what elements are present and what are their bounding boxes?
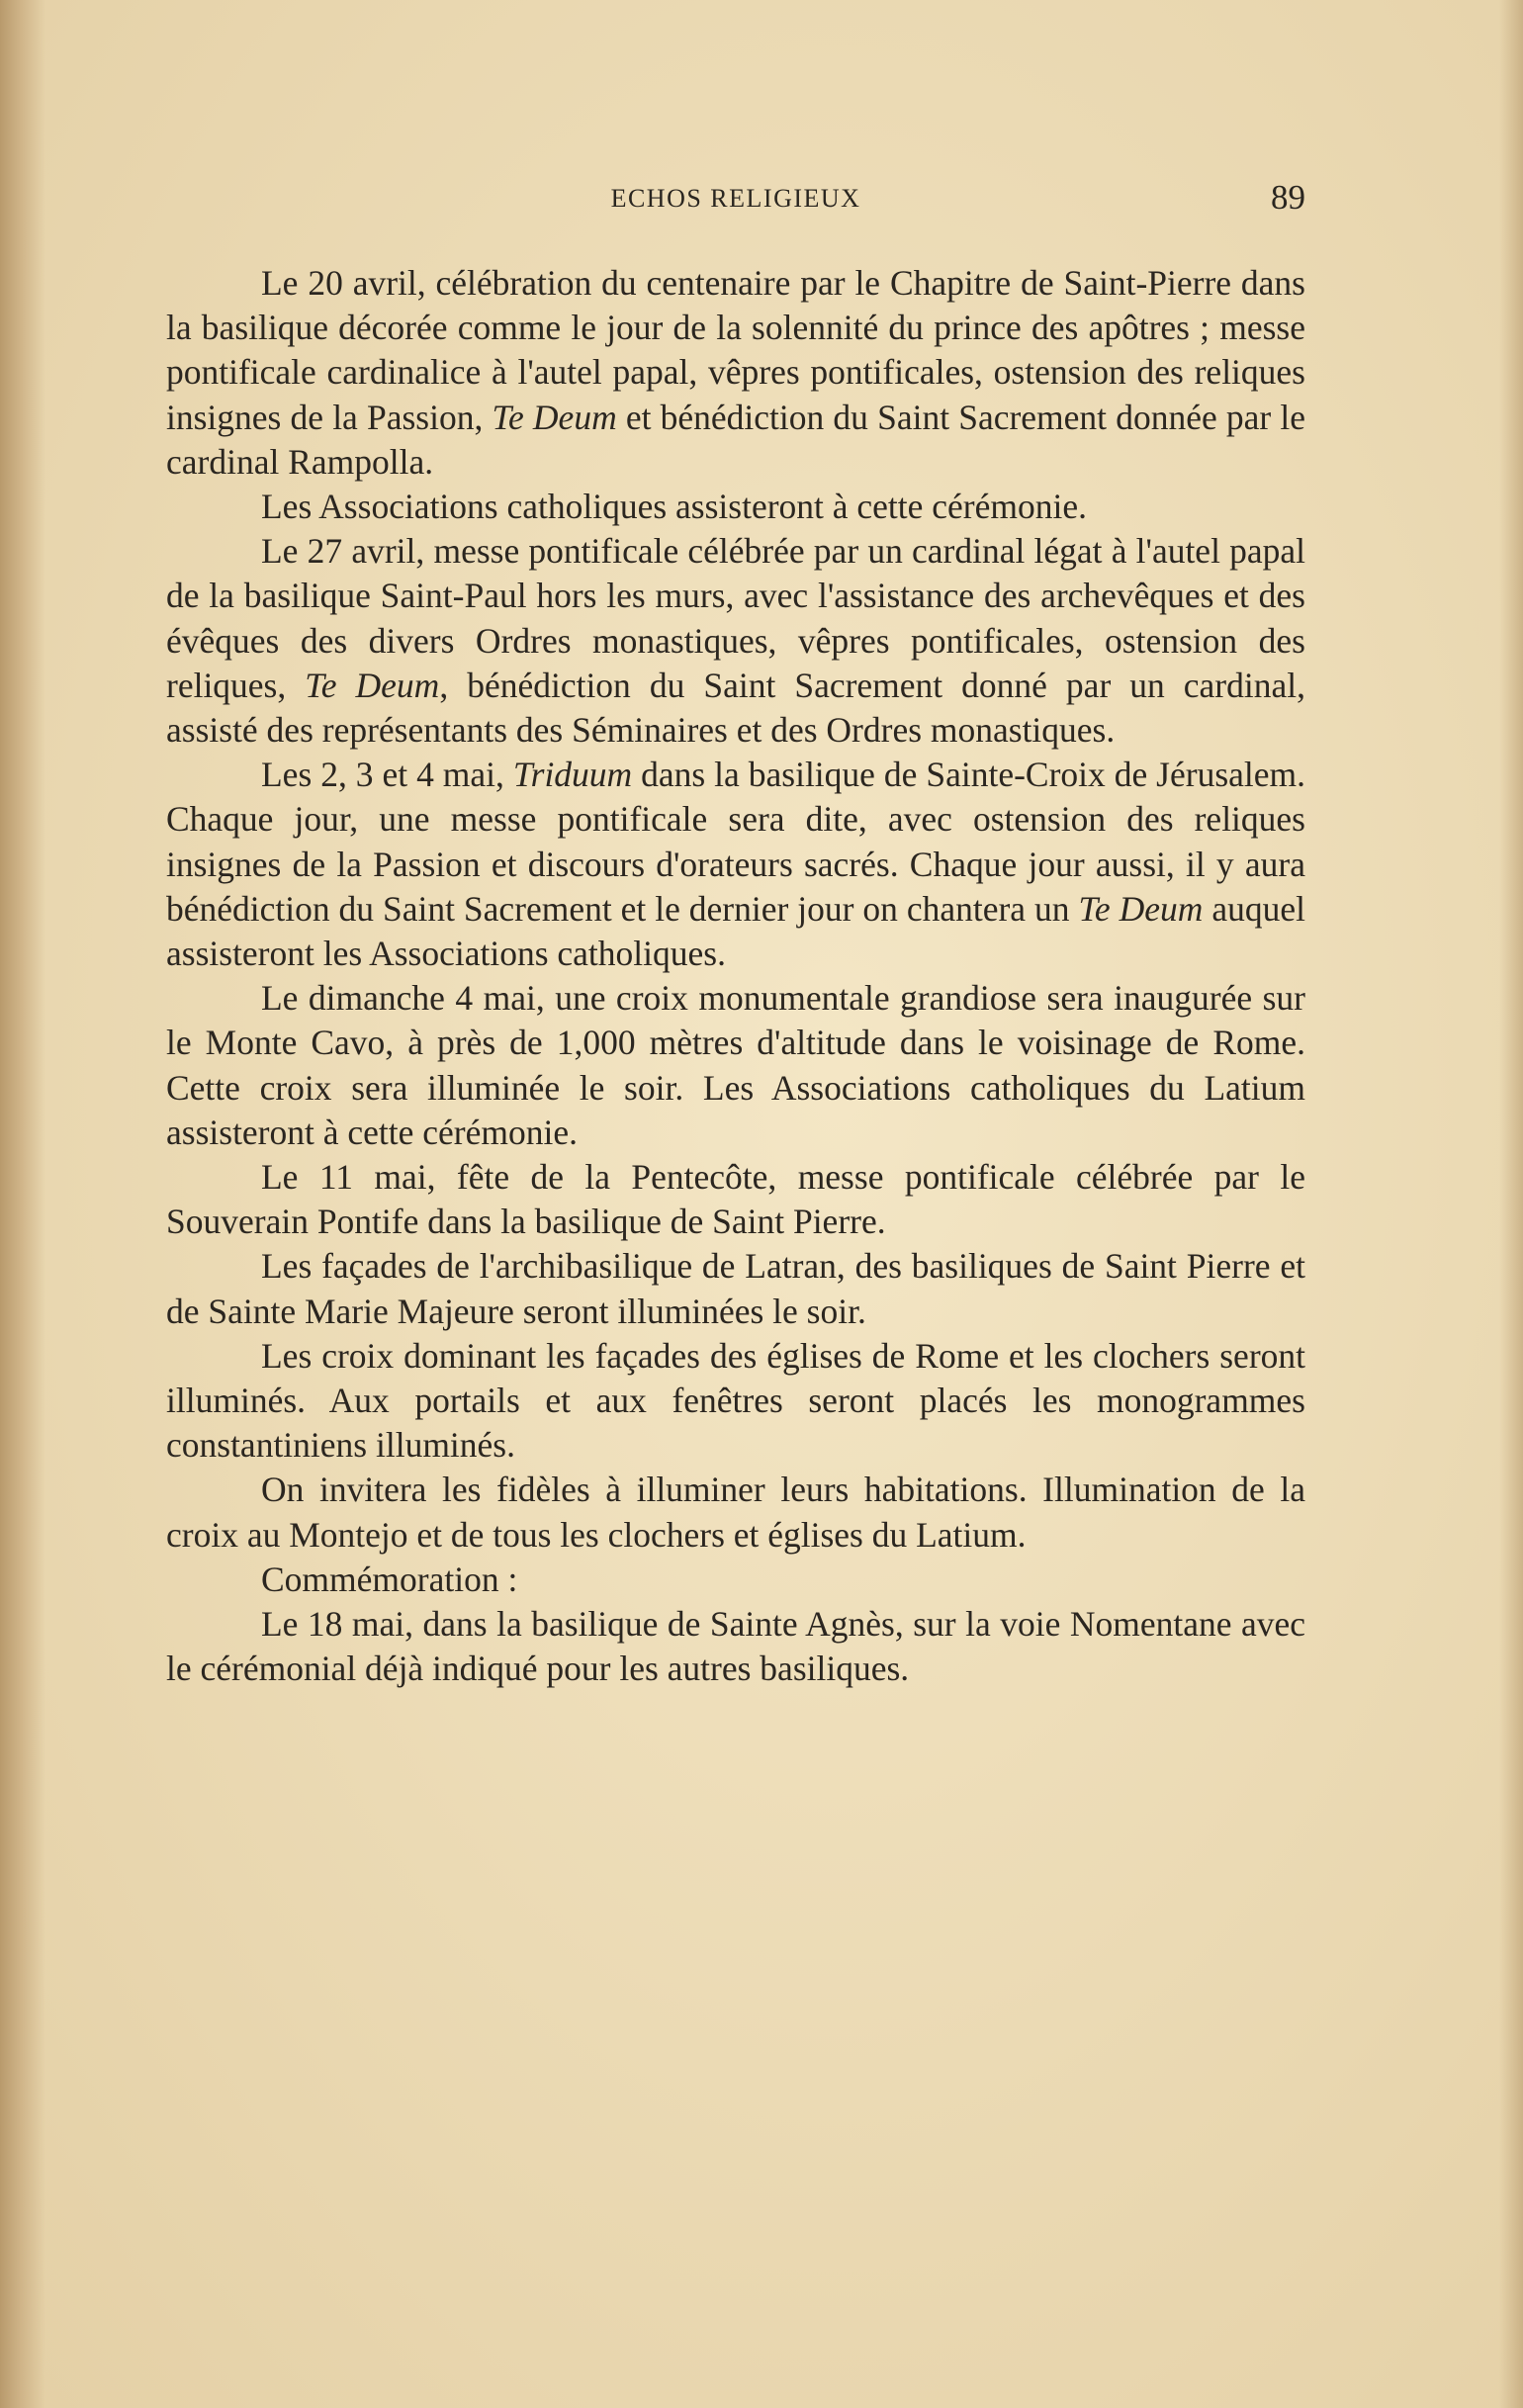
paragraph: Les 2, 3 et 4 mai, Triduum dans la basilique de Sainte-Croix de Jérusalem. Chaque jour, une messe pontificale sera dite, avec ostension des reliques insignes de la Passion et discours d'orateurs sacrés. Chaque jour aussi, il y aura bénédiction du Saint Sacrement et le dernier jour on chantera un Te Deum auquel assisteront les Associations catholiques. (166, 755, 1305, 974)
paragraph: Les croix dominant les façades des églises de Rome et les clochers seront illuminés. Aux portails et aux fenêtres seront placés les monogrammes constantiniens illuminés. (166, 1335, 1305, 1466)
page-number: 89 (1271, 178, 1305, 217)
page-edge-shadow (1499, 0, 1523, 2408)
paragraph: Le dimanche 4 mai, une croix monumentale grandiose sera inaugurée sur le Monte Cavo, à près de 1,000 mètres d'altitude dans le voisinage de Rome. Cette croix sera illuminée le soir. Les Associations catholiques du Latium assisteront à cette cérémonie. (166, 978, 1305, 1152)
article-body (166, 261, 1305, 1692)
page-binding-shadow (0, 0, 45, 2408)
paragraph: Le 27 avril, messe pontificale célébrée par un cardinal légat à l'autel papal de la basilique Saint-Paul hors les murs, avec l'assistance des archevêques et des évêques des divers Ordres monastiques, vêpres pontificales, ostension des reliques, Te Deum, bénédiction du Saint Sacrement donné par un cardinal, assisté des représentants des Séminaires et des Ordres monastiques. (166, 531, 1305, 751)
paragraph: Commémoration : (261, 1559, 518, 1599)
page-header (166, 178, 1305, 223)
paragraph: Le 18 mai, dans la basilique de Sainte Agnès, sur la voie Nomentane avec le cérémonial déjà indiqué pour les autres basiliques. (166, 1604, 1305, 1689)
running-title: ECHOS RELIGIEUX (610, 184, 861, 213)
paragraph: Le 20 avril, célébration du centenaire par le Chapitre de Saint-Pierre dans la basilique décorée comme le jour de la solennité du prince des apôtres ; messe pontificale cardinalice à l'autel papal, vêpres pontificales, ostension des reliques insignes de la Passion, Te Deum et bénédiction du Saint Sacrement donnée par le cardinal Rampolla. (166, 263, 1305, 482)
paragraph: On invitera les fidèles à illuminer leurs habitations. Illumination de la croix au Montejo et de tous les clochers et églises du Latium. (166, 1470, 1305, 1555)
paragraph: Les façades de l'archibasilique de Latran, des basiliques de Saint Pierre et de Sainte Marie Majeure seront illuminées le soir. (166, 1246, 1305, 1331)
paragraph: Les Associations catholiques assisteront à cette cérémonie. (261, 487, 1087, 527)
paragraph: Le 11 mai, fête de la Pentecôte, messe pontificale célébrée par le Souverain Pontife dans la basilique de Saint Pierre. (166, 1157, 1305, 1242)
